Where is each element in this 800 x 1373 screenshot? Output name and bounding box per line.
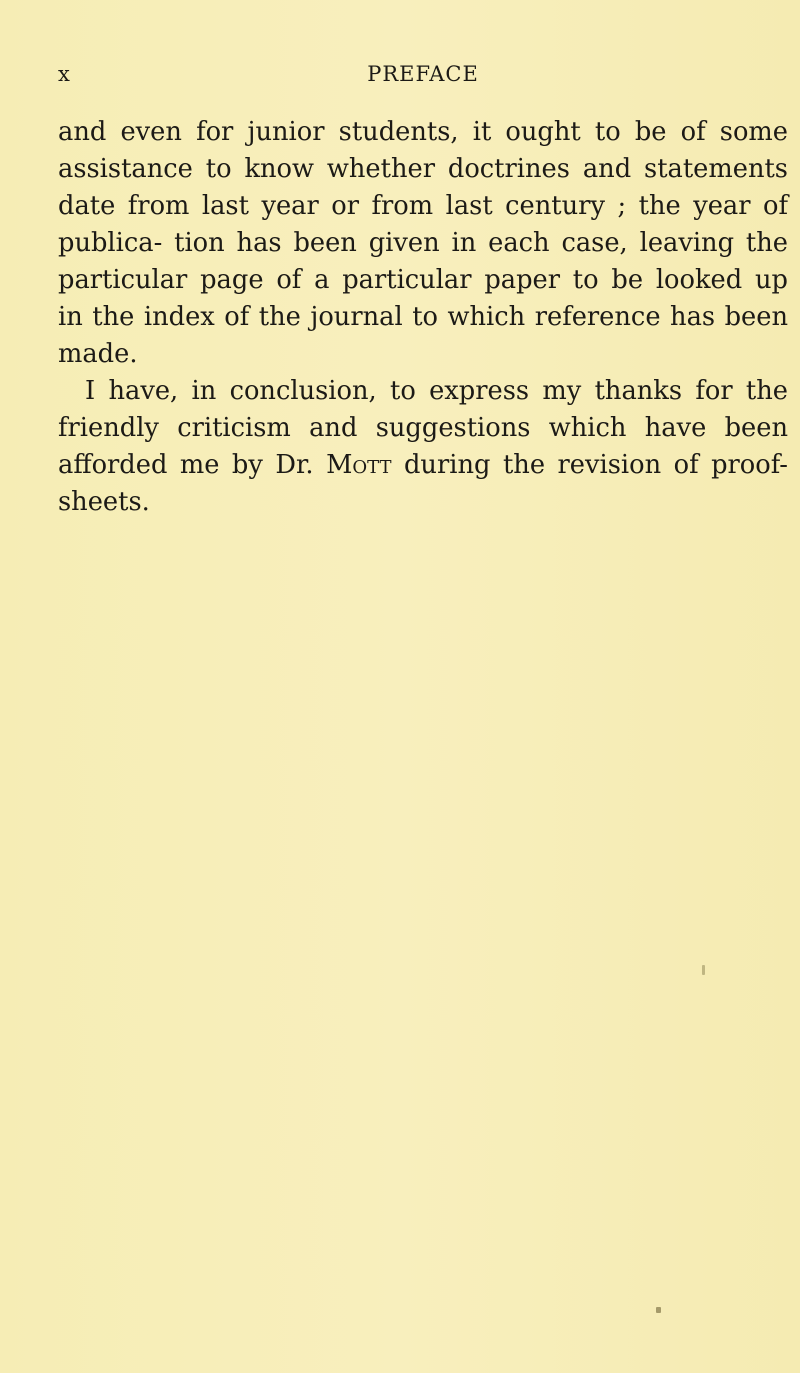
paper-speck [656, 1307, 661, 1313]
running-head [58, 62, 788, 92]
paragraph-continuation: and even for junior students, it ought to be of some assistance to know whether doctrines and statements date from last year or from last century ; the year of publica- tion has been given in each case, leaving the particular page of a particular paper to be looked up in the index of the journal to which reference has been made. [58, 117, 788, 369]
acknowledgement-text-start: I have, in conclusion, to express my thanks for the friendly criticism and suggestions which have been afforded me by Dr. [58, 376, 788, 480]
person-name-mott: Mott [326, 450, 392, 480]
paragraph-acknowledgement [58, 373, 788, 521]
preface-body [58, 114, 788, 521]
page-number: x [58, 62, 71, 86]
paper-speck [702, 965, 705, 975]
acknowledgement-text-end: during the revision of proof- sheets. [58, 450, 788, 517]
running-title: PREFACE [367, 62, 479, 86]
